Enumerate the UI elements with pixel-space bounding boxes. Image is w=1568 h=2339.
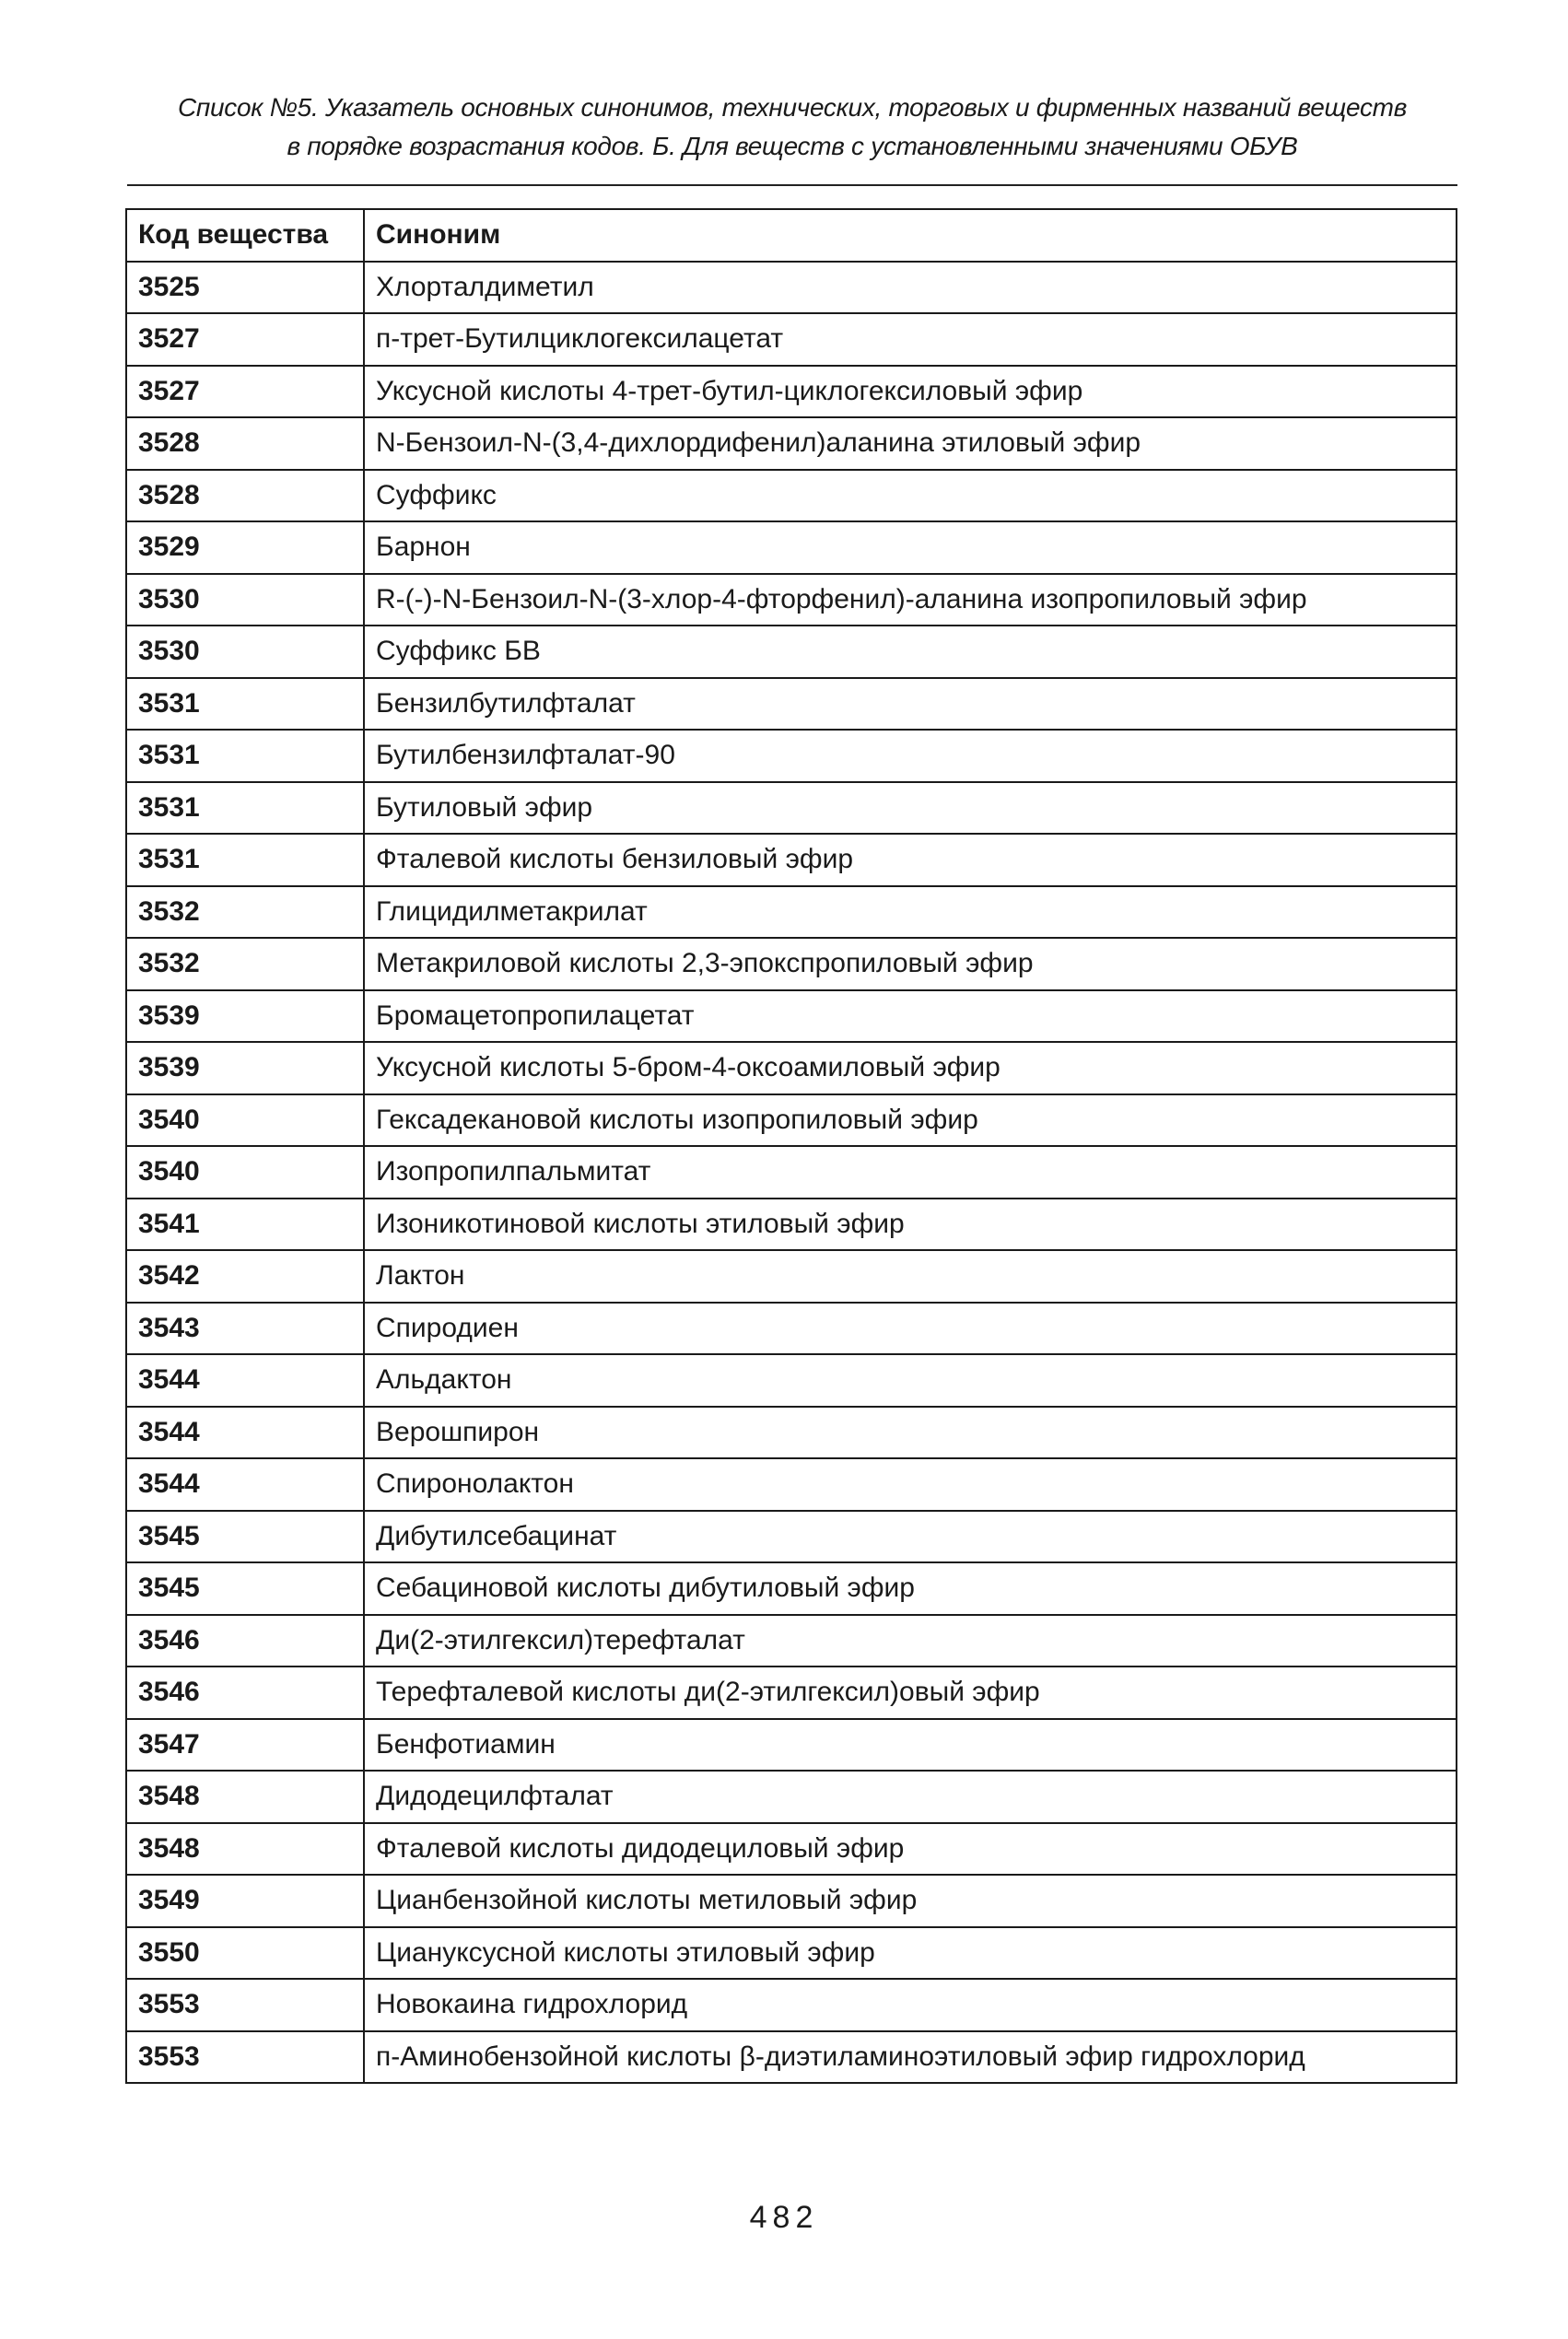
table-row — [126, 1354, 1457, 1407]
synonym-cell: п-Аминобензойной кислоты β-диэтиламиноэтиловый эфир гидрохлорид — [364, 2031, 1457, 2084]
substance-code-cell: 3527 — [126, 313, 364, 366]
substance-code-cell: 3546 — [126, 1667, 364, 1719]
table-row — [126, 1719, 1457, 1772]
substance-code-cell: 3541 — [126, 1199, 364, 1251]
substance-code-cell: 3531 — [126, 782, 364, 835]
substance-code-cell: 3539 — [126, 990, 364, 1043]
table-row — [126, 574, 1457, 626]
page-number: 482 — [749, 2200, 819, 2235]
page-header-line-1: Список №5. Указатель основных синонимов, технических, торговых и фирменных названий веществ — [177, 93, 1408, 122]
header-divider — [127, 184, 1457, 186]
synonym-cell: R-(-)-N-Бензоил-N-(3-хлор-4-фторфенил)-аланина изопропиловый эфир — [364, 574, 1457, 626]
column-header-synonym: Синоним — [364, 209, 1457, 262]
table-row — [126, 730, 1457, 782]
table-row — [126, 470, 1457, 522]
table-row — [126, 1458, 1457, 1511]
substance-code-cell: 3528 — [126, 417, 364, 470]
substance-code-cell: 3549 — [126, 1875, 364, 1927]
table-row — [126, 1042, 1457, 1094]
synonym-cell: Бутилбензилфталат-90 — [364, 730, 1457, 782]
synonym-table — [125, 208, 1457, 2084]
substance-code-cell: 3548 — [126, 1823, 364, 1876]
synonym-cell: Дидодецилфталат — [364, 1771, 1457, 1823]
synonym-cell: Ди(2-этилгексил)терефталат — [364, 1615, 1457, 1667]
table-row — [126, 1303, 1457, 1355]
column-header-code: Код вещества — [126, 209, 364, 262]
table-row — [126, 1979, 1457, 2031]
table-row — [126, 1407, 1457, 1459]
table-row — [126, 886, 1457, 939]
synonym-cell: Суффикс БВ — [364, 626, 1457, 678]
synonym-cell: Бензилбутилфталат — [364, 678, 1457, 731]
table-row — [126, 1875, 1457, 1927]
table-row — [126, 417, 1457, 470]
substance-code-cell: 3544 — [126, 1354, 364, 1407]
table-row — [126, 626, 1457, 678]
table-row — [126, 938, 1457, 990]
synonym-cell: Гексадекановой кислоты изопропиловый эфир — [364, 1094, 1457, 1147]
substance-code-cell: 3532 — [126, 886, 364, 939]
synonym-cell: Изоникотиновой кислоты этиловый эфир — [364, 1199, 1457, 1251]
synonym-cell: Хлорталдиметил — [364, 262, 1457, 314]
table-row — [126, 1562, 1457, 1615]
substance-code-cell: 3544 — [126, 1407, 364, 1459]
substance-code-cell: 3525 — [126, 262, 364, 314]
table-header-row — [126, 209, 1457, 262]
table-row — [126, 1667, 1457, 1719]
substance-code-cell: 3547 — [126, 1719, 364, 1772]
synonym-cell: Лактон — [364, 1250, 1457, 1303]
synonym-cell: Новокаина гидрохлорид — [364, 1979, 1457, 2031]
synonym-cell: Спиродиен — [364, 1303, 1457, 1355]
substance-code-cell: 3543 — [126, 1303, 364, 1355]
substance-code-cell: 3550 — [126, 1927, 364, 1980]
synonym-cell: Бутиловый эфир — [364, 782, 1457, 835]
synonym-cell: Суффикс — [364, 470, 1457, 522]
synonym-cell: Фталевой кислоты дидодециловый эфир — [364, 1823, 1457, 1876]
substance-code-cell: 3540 — [126, 1146, 364, 1199]
synonym-cell: Терефталевой кислоты ди(2-этилгексил)овый эфир — [364, 1667, 1457, 1719]
substance-code-cell: 3539 — [126, 1042, 364, 1094]
synonym-cell: Бенфотиамин — [364, 1719, 1457, 1772]
synonym-cell: Фталевой кислоты бензиловый эфир — [364, 834, 1457, 886]
synonym-cell: п-трет-Бутилциклогексилацетат — [364, 313, 1457, 366]
table-row — [126, 1615, 1457, 1667]
page-header — [129, 88, 1456, 166]
table-row — [126, 1199, 1457, 1251]
synonym-cell: Уксусной кислоты 4-трет-бутил-циклогексиловый эфир — [364, 366, 1457, 418]
synonym-cell: Себациновой кислоты дибутиловый эфир — [364, 1562, 1457, 1615]
table-row — [126, 262, 1457, 314]
table-row — [126, 366, 1457, 418]
synonym-cell: Бромацетопропилацетат — [364, 990, 1457, 1043]
synonym-cell: Альдактон — [364, 1354, 1457, 1407]
substance-code-cell: 3553 — [126, 1979, 364, 2031]
table-row — [126, 1094, 1457, 1147]
substance-code-cell: 3527 — [126, 366, 364, 418]
table-row — [126, 990, 1457, 1043]
table-body — [126, 262, 1457, 2084]
synonym-cell: Дибутилсебацинат — [364, 1511, 1457, 1563]
table-row — [126, 521, 1457, 574]
substance-code-cell: 3546 — [126, 1615, 364, 1667]
substance-code-cell: 3530 — [126, 574, 364, 626]
substance-code-cell: 3542 — [126, 1250, 364, 1303]
table-row — [126, 1927, 1457, 1980]
page-header-line-2: в порядке возрастания кодов. Б. Для веществ с установленными значениями ОБУВ — [287, 132, 1298, 160]
synonym-cell: Цианбензойной кислоты метиловый эфир — [364, 1875, 1457, 1927]
substance-code-cell: 3544 — [126, 1458, 364, 1511]
substance-code-cell: 3545 — [126, 1511, 364, 1563]
substance-code-cell: 3545 — [126, 1562, 364, 1615]
table-row — [126, 834, 1457, 886]
substance-code-cell: 3531 — [126, 834, 364, 886]
substance-code-cell: 3532 — [126, 938, 364, 990]
synonym-cell: Спиронолактон — [364, 1458, 1457, 1511]
table-row — [126, 2031, 1457, 2084]
table-row — [126, 1823, 1457, 1876]
substance-code-cell: 3553 — [126, 2031, 364, 2084]
substance-code-cell: 3548 — [126, 1771, 364, 1823]
table-row — [126, 313, 1457, 366]
synonym-cell: Барнон — [364, 521, 1457, 574]
table-row — [126, 678, 1457, 731]
table-row — [126, 1511, 1457, 1563]
substance-code-cell: 3529 — [126, 521, 364, 574]
substance-code-cell: 3530 — [126, 626, 364, 678]
table-row — [126, 782, 1457, 835]
synonym-cell: Циануксусной кислоты этиловый эфир — [364, 1927, 1457, 1980]
substance-code-cell: 3531 — [126, 678, 364, 731]
synonym-cell: Верошпирон — [364, 1407, 1457, 1459]
synonym-cell: Уксусной кислоты 5-бром-4-оксоамиловый эфир — [364, 1042, 1457, 1094]
synonym-cell: Изопропилпальмитат — [364, 1146, 1457, 1199]
substance-code-cell: 3528 — [126, 470, 364, 522]
synonym-cell: Глицидилметакрилат — [364, 886, 1457, 939]
table-row — [126, 1250, 1457, 1303]
table-row — [126, 1146, 1457, 1199]
synonym-cell: Метакриловой кислоты 2,3-эпокспропиловый эфир — [364, 938, 1457, 990]
table-row — [126, 1771, 1457, 1823]
substance-code-cell: 3531 — [126, 730, 364, 782]
synonym-cell: N-Бензоил-N-(3,4-дихлордифенил)аланина этиловый эфир — [364, 417, 1457, 470]
substance-code-cell: 3540 — [126, 1094, 364, 1147]
